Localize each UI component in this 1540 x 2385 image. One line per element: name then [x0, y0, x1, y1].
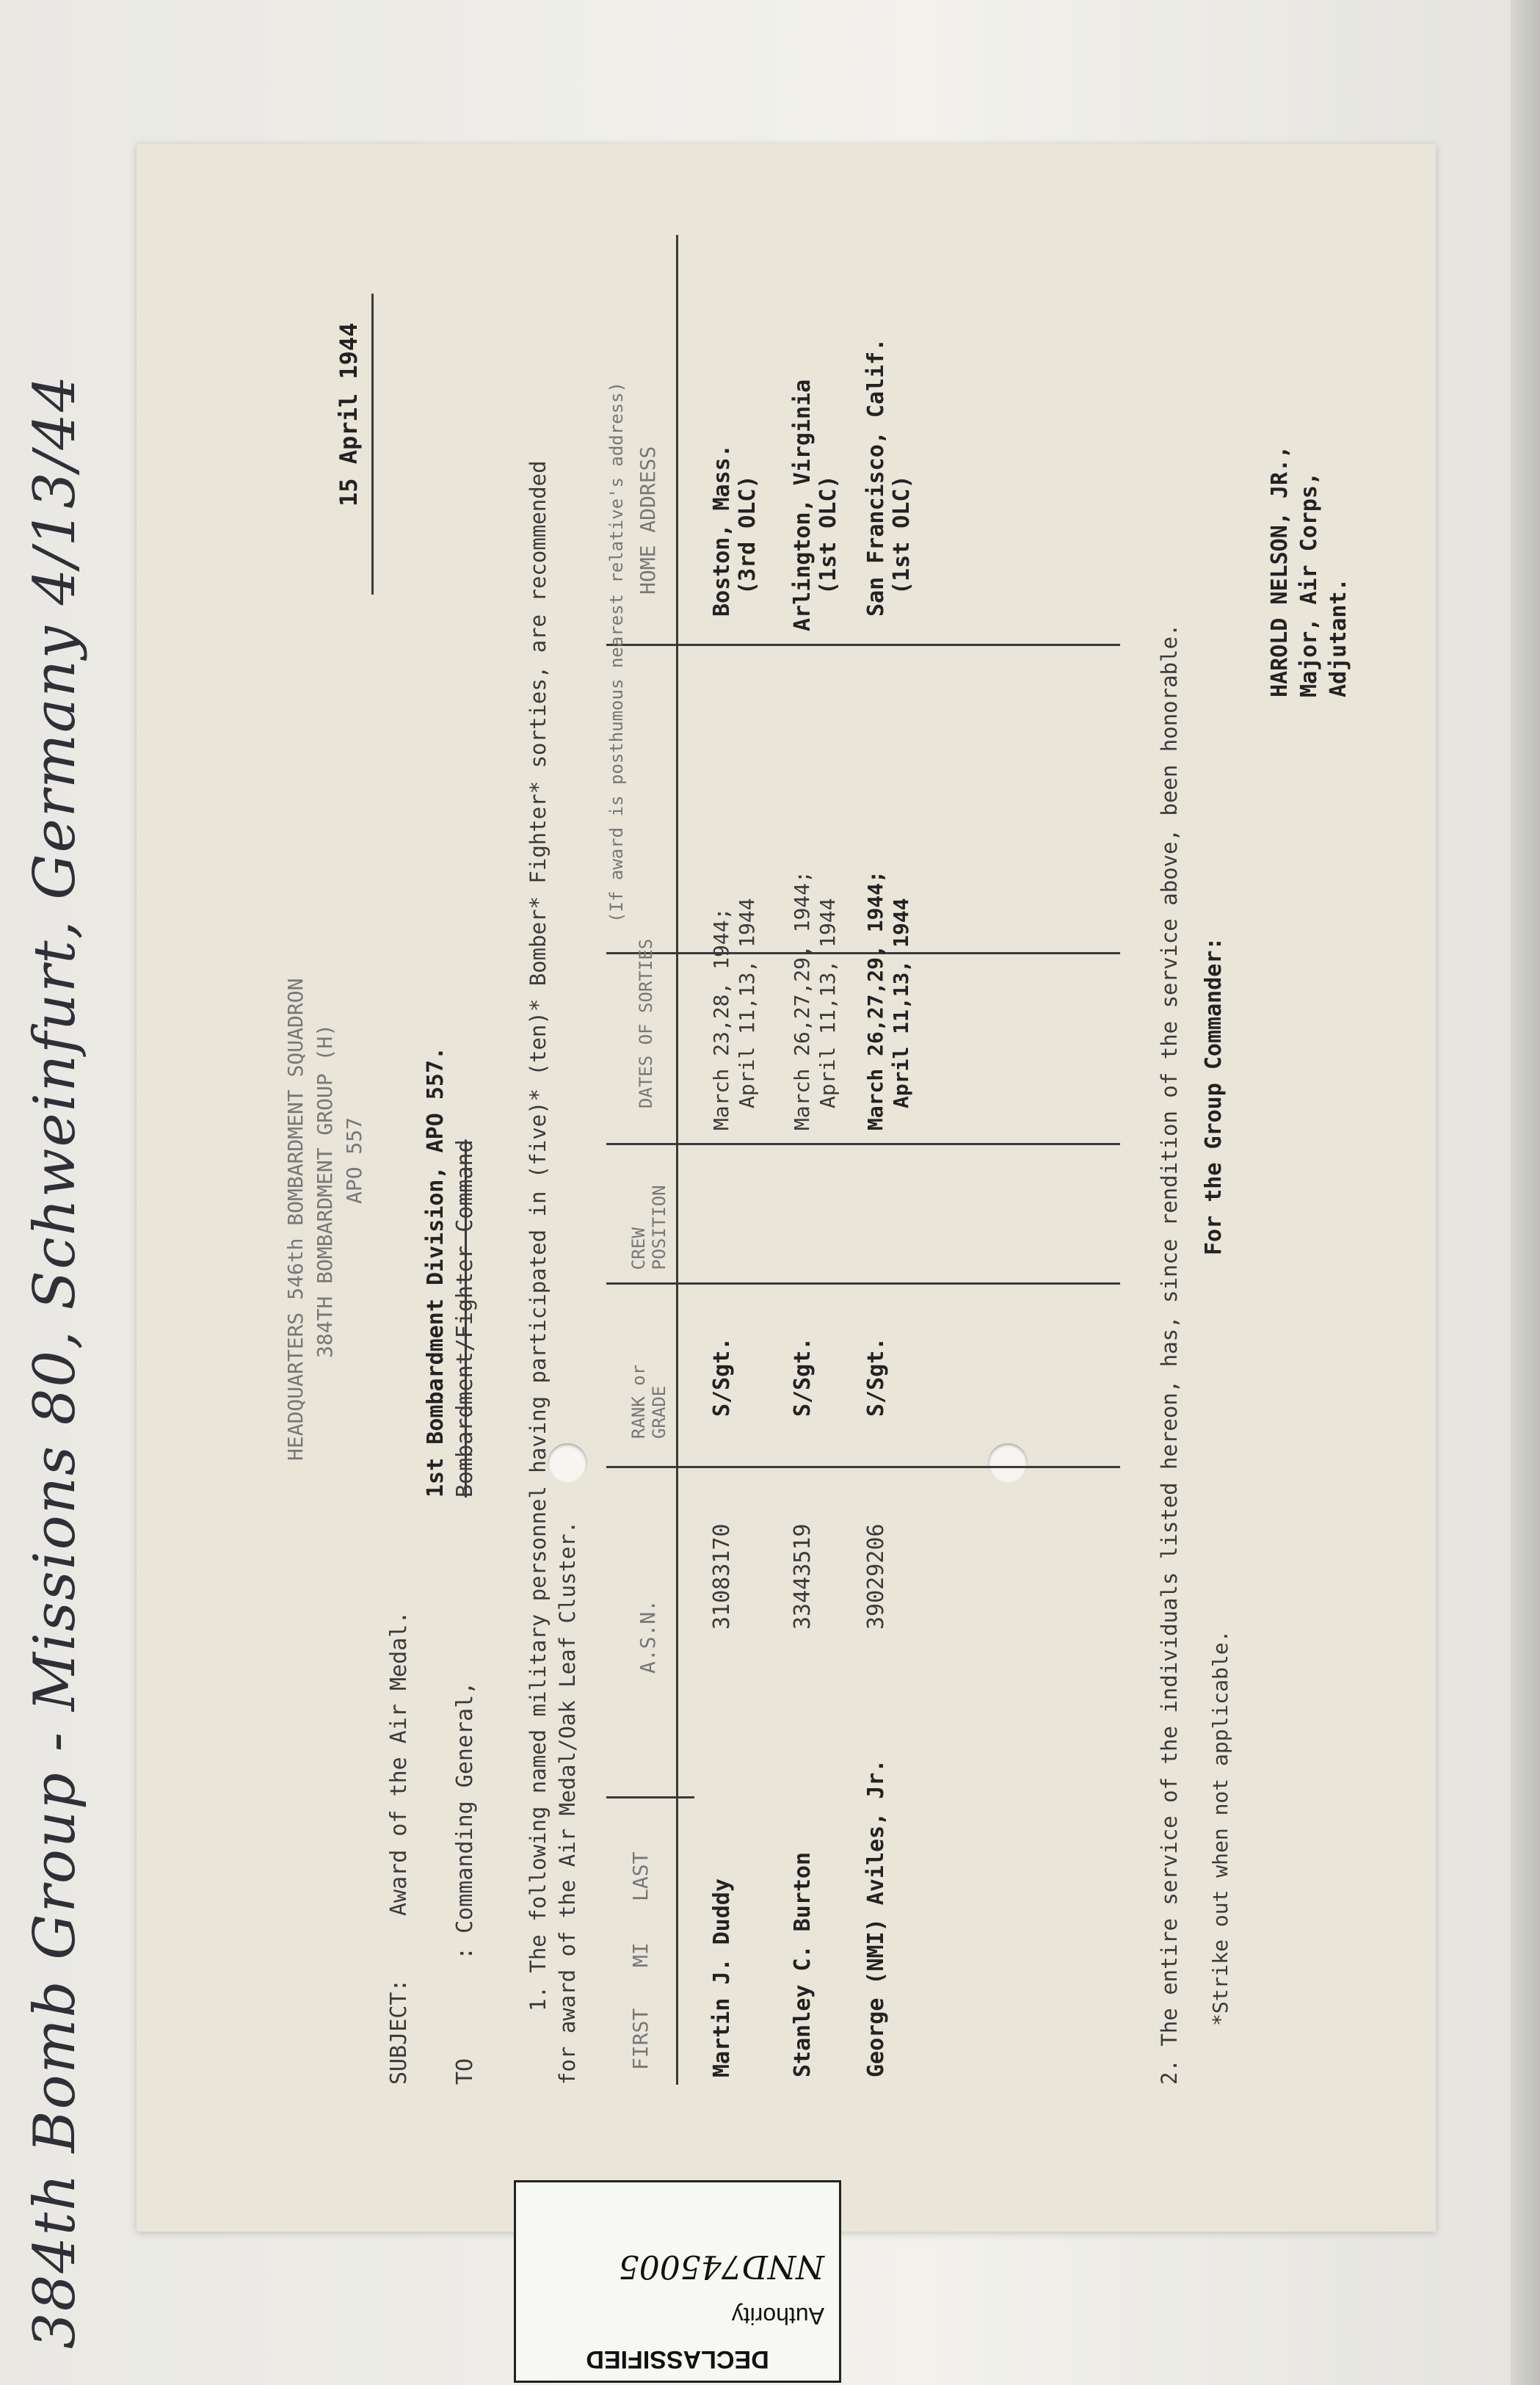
document-sheet	[137, 144, 1436, 2232]
th-mi: MI	[628, 1942, 653, 1967]
row3-rank: S/Sgt.	[863, 1337, 889, 1417]
th-last: LAST	[628, 1851, 653, 1901]
row1-home-1: Boston, Mass.	[709, 444, 735, 617]
col-divider-6	[606, 644, 1120, 646]
to-struck: Bombardment/Fighter Command	[452, 1139, 478, 1498]
row1-home-2: (3rd OLC)	[735, 475, 760, 595]
folder-edge	[1511, 0, 1540, 2385]
to-label: TO	[452, 2058, 478, 2085]
row2-asn: 33443519	[790, 1523, 816, 1630]
header-line3: APO 557	[342, 1117, 366, 1204]
col-divider-4	[606, 1143, 1120, 1145]
signature-rank: Major, Air Corps,	[1296, 471, 1322, 697]
date-underline	[371, 294, 374, 595]
th-dates: DATES OF SORTIES	[636, 938, 656, 1108]
stamp-title: DECLASSIFIED	[586, 2345, 769, 2373]
col-divider-2	[606, 1466, 1120, 1468]
row2-dates-1: March 26,27,29, 1944;	[790, 870, 814, 1130]
stamp-authority-code: NND745005	[618, 2248, 824, 2285]
table-rule-header	[676, 235, 678, 2085]
row1-dates-2: April 11,13, 1944	[735, 898, 759, 1108]
row3-dates-2: April 11,13, 1944	[889, 898, 913, 1108]
th-rank: RANK or GRADE	[628, 1364, 669, 1439]
row3-dates-1: March 26,27,29, 1944;	[863, 870, 887, 1130]
row3-home-1: San Francisco, Calif.	[863, 338, 889, 617]
th-first: FIRST	[628, 2008, 653, 2070]
row2-name: Stanley C. Burton	[790, 1851, 816, 2077]
subject-label: SUBJECT:	[386, 1978, 412, 2085]
th-home: HOME ADDRESS	[636, 446, 660, 595]
for-group-commander: For the Group Commander:	[1201, 937, 1227, 1255]
handwritten-note: 384th Bomb Group - Missions 80, Schweinfurt, Germany 4/13/44	[22, 374, 88, 2349]
para1-line2: for award of the Air Medal/Oak Leaf Cluster.	[555, 1520, 580, 2085]
header-line2: 384TH BOMBARDMENT GROUP (H)	[313, 1023, 337, 1358]
declassified-stamp	[514, 2180, 841, 2383]
row1-rank: S/Sgt.	[709, 1337, 735, 1417]
to-inserted: 1st Bombardment Division, APO 557.	[423, 1046, 448, 1498]
para2: 2. The entire service of the individuals listed hereon, has, since rendition of the service above, been honorable.	[1157, 623, 1182, 2085]
signature-name: HAROLD NELSON, JR.,	[1267, 445, 1293, 697]
row2-home-2: (1st OLC)	[816, 475, 841, 595]
row2-rank: S/Sgt.	[790, 1337, 816, 1417]
row2-home-1: Arlington, Virginia	[790, 379, 816, 631]
row3-name: George (NMI) Aviles, Jr.	[863, 1759, 889, 2077]
para1-line1: 1. The following named military personnel having participated in (five)* (ten)* Bomber* Fighter* sorties, are recommended	[526, 460, 551, 2011]
col-divider-3	[606, 1282, 1120, 1285]
rotated-document-content	[137, 144, 1436, 2232]
th-asn: A.S.N.	[636, 1599, 660, 1674]
th-home-note: (If award is posthumous nearest relative's address)	[606, 382, 627, 923]
row3-home-2: (1st OLC)	[889, 475, 915, 595]
row1-asn: 31083170	[709, 1523, 735, 1630]
to-prefix: : Commanding General,	[452, 1681, 478, 1960]
row2-dates-2: April 11,13, 1944	[816, 898, 840, 1108]
subject-value: Award of the Air Medal.	[386, 1611, 412, 1916]
document-date: 15 April 1944	[335, 322, 363, 507]
row1-name: Martin J. Duddy	[709, 1878, 735, 2077]
stamp-authority-label: Authority	[731, 2303, 824, 2329]
row1-dates-1: March 23,28, 1944;	[709, 907, 733, 1130]
header-line1: HEADQUARTERS 546th BOMBARDMENT SQUADRON	[283, 978, 308, 1461]
col-divider-1	[606, 1796, 694, 1798]
signature-title: Adjutant.	[1326, 578, 1351, 697]
row3-asn: 39029206	[863, 1523, 889, 1630]
footnote: *Strike out when not applicable.	[1208, 1630, 1232, 2026]
th-crew: CREW POSITION	[628, 1185, 669, 1270]
